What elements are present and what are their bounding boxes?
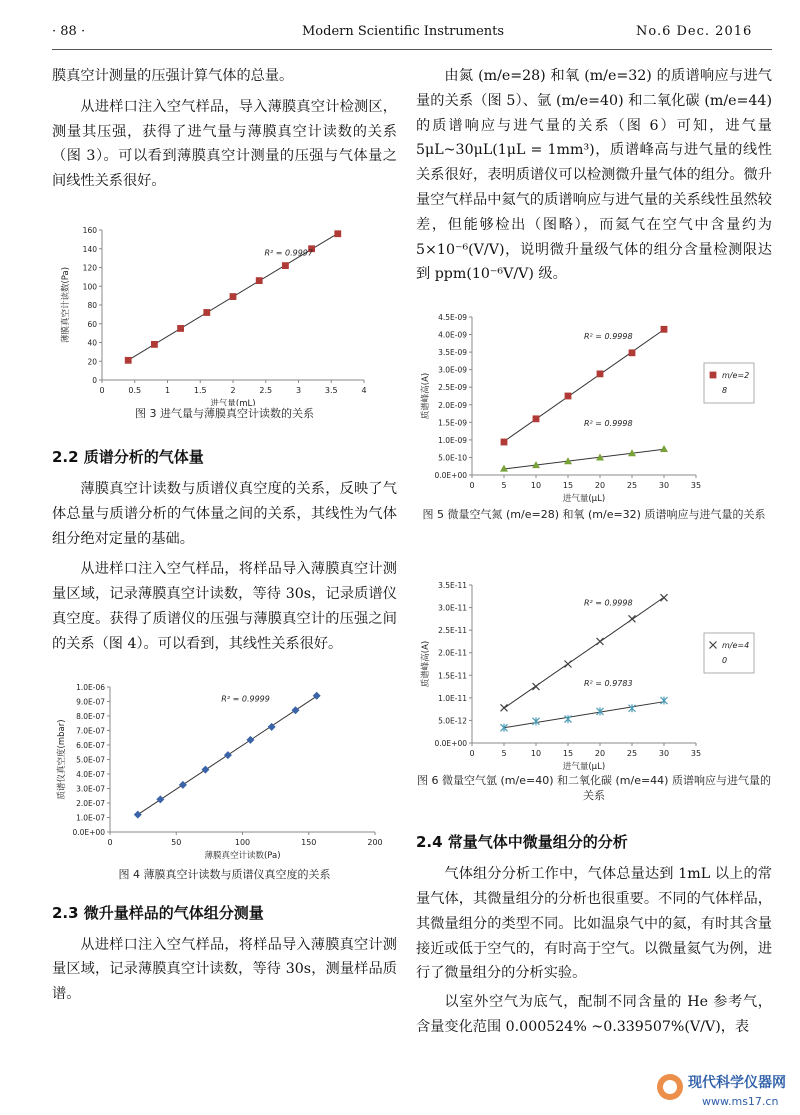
y-tick-label: 80 bbox=[87, 300, 97, 310]
r-squared-label: R² = 0.9783 bbox=[584, 679, 633, 689]
data-point bbox=[629, 704, 636, 712]
x-tick-label: 3.5 bbox=[324, 385, 338, 395]
y-axis-label: 质谱仪真空度(mbar) bbox=[57, 719, 67, 800]
x-tick-label: 150 bbox=[301, 837, 317, 847]
data-point bbox=[203, 309, 210, 316]
x-tick-label: 35 bbox=[690, 481, 702, 491]
y-tick-label: 120 bbox=[82, 263, 97, 273]
y-tick-label: 9.0E-07 bbox=[76, 697, 105, 707]
y-axis-label: 质谱峰高(A) bbox=[421, 372, 431, 420]
data-point bbox=[224, 751, 232, 759]
paragraph: 从进样口注入空气样品，将样品导入薄膜真空计测量区域，记录薄膜真空计读数，等待 30s，记录质谱仪真空度。获得了质谱仪的压强与薄膜真空计的压强之间的关系（图 4）。可以看到，其线性关系很好。 bbox=[52, 561, 397, 652]
data-point bbox=[533, 416, 540, 423]
x-tick-label: 15 bbox=[562, 481, 574, 491]
x-axis-label: 进气量(mL) bbox=[210, 398, 256, 406]
x-tick-label: 5 bbox=[501, 749, 507, 759]
y-tick-label: 3.0E-11 bbox=[438, 603, 467, 613]
trendline bbox=[504, 449, 664, 469]
data-point bbox=[565, 393, 572, 400]
y-axis-label: 质谱峰高(A) bbox=[421, 640, 431, 688]
r-squared-label: R² = 0.9998 bbox=[584, 598, 633, 608]
y-tick-label: 4.5E-09 bbox=[438, 313, 467, 323]
data-point bbox=[179, 780, 187, 788]
data-point bbox=[125, 357, 132, 364]
data-point bbox=[629, 616, 636, 623]
paragraph: 薄膜真空计读数与质谱仪真空度的关系，反映了气体总量与质谱分析的气体量之间的关系，其线性为气体组分绝对定量的基础。 bbox=[52, 480, 397, 547]
data-point bbox=[597, 638, 604, 645]
x-tick-label: 0 bbox=[469, 749, 475, 759]
page-number: · 88 · bbox=[52, 24, 86, 39]
data-point bbox=[629, 350, 636, 357]
x-tick-label: 0 bbox=[99, 385, 105, 395]
r-squared-label: R² = 0.9998 bbox=[584, 332, 633, 342]
x-tick-label: 200 bbox=[367, 837, 383, 847]
x-tick-label: 30 bbox=[658, 749, 670, 759]
series-1 bbox=[134, 691, 321, 818]
data-point bbox=[661, 594, 668, 601]
x-tick-label: 15 bbox=[562, 749, 574, 759]
y-tick-label: 5.0E-12 bbox=[438, 716, 467, 726]
paragraph: 气体组分分析工作中，气体总量达到 1mL 以上的常量气体，其微量组分的分析也很重要。不同的气体样品，其微量组分的类型不同。比如温泉气中的氦，有时其含量接近或低于空气的，有时高于空气。以微量氦气为例，进行了微量组分的分析实验。 bbox=[416, 866, 772, 982]
journal-name: Modern Scientific Instruments bbox=[302, 24, 505, 39]
paragraph: 从进样口注入空气样品，导入薄膜真空计检测区，测量其压强，获得了进气量与薄膜真空计读数的关系（图 3）。可以看到薄膜真空计测量的压强与气体量之间线性关系很好。 bbox=[52, 98, 397, 190]
y-tick-label: 0.0E+00 bbox=[72, 827, 105, 837]
x-tick-label: 0 bbox=[107, 837, 113, 847]
y-axis-label: 薄膜真空计读数(Pa) bbox=[61, 266, 71, 344]
trendline bbox=[504, 702, 664, 728]
y-tick-label: 0 bbox=[92, 375, 97, 385]
y-tick-label: 1.0E-09 bbox=[438, 436, 467, 446]
watermark-logo-icon bbox=[657, 1074, 683, 1100]
y-tick-label: 3.5E-09 bbox=[438, 348, 467, 358]
y-tick-label: 140 bbox=[82, 244, 97, 254]
data-point bbox=[256, 277, 263, 284]
legend-box bbox=[704, 363, 754, 403]
x-tick-label: 100 bbox=[234, 837, 251, 847]
data-point bbox=[597, 371, 604, 378]
data-point bbox=[230, 293, 237, 300]
site-watermark bbox=[652, 1067, 792, 1111]
figure-caption: 图 4 薄膜真空计读数与质谱仪真空度的关系 bbox=[118, 867, 331, 881]
figure-5 bbox=[416, 305, 772, 537]
issue-info: No.6 Dec. 2016 bbox=[636, 24, 753, 39]
data-point bbox=[246, 735, 254, 743]
x-tick-label: 1.5 bbox=[193, 385, 207, 395]
y-tick-label: 100 bbox=[82, 282, 97, 292]
y-tick-label: 0.0E+00 bbox=[434, 739, 467, 749]
x-axis-label: 薄膜真空计读数(Pa) bbox=[204, 850, 281, 861]
section-heading: 2.3 微升量样品的气体组分测量 bbox=[52, 903, 264, 922]
legend-entry: m/e=2 bbox=[722, 371, 750, 381]
right-column bbox=[416, 64, 772, 1040]
x-axis-label: 进气量(μL) bbox=[562, 494, 606, 505]
data-point bbox=[565, 715, 572, 723]
y-tick-label: 1.5E-09 bbox=[438, 418, 467, 428]
data-point bbox=[565, 661, 572, 668]
series-2 bbox=[501, 697, 668, 732]
data-point bbox=[151, 341, 158, 348]
figure-5-chart bbox=[416, 305, 772, 505]
figure-6-chart bbox=[416, 573, 772, 771]
data-point bbox=[156, 795, 164, 803]
x-tick-label: 35 bbox=[690, 749, 702, 759]
x-tick-label: 5 bbox=[501, 481, 507, 491]
y-tick-label: 5.0E-10 bbox=[438, 453, 467, 463]
data-point bbox=[292, 706, 300, 714]
paragraph: 以室外空气为底气，配制不同含量的 He 参考气，含量变化范围 0.000524% ~0.339507%(V/V)，表 bbox=[416, 994, 772, 1035]
legend-entry: m/e=4 bbox=[722, 641, 750, 651]
figure-caption: 图 3 进气量与薄膜真空计读数的关系 bbox=[135, 406, 314, 420]
figure-3-chart bbox=[52, 216, 397, 406]
data-point bbox=[501, 704, 508, 711]
figure-4 bbox=[52, 677, 397, 882]
figure-3 bbox=[52, 216, 397, 426]
data-point bbox=[533, 718, 540, 726]
y-tick-label: 6.0E-07 bbox=[76, 740, 105, 750]
y-tick-label: 3.5E-11 bbox=[438, 581, 467, 591]
x-tick-label: 20 bbox=[594, 481, 606, 491]
y-tick-label: 4.0E-09 bbox=[438, 330, 467, 340]
figure-4-chart bbox=[52, 677, 397, 865]
y-tick-label: 1.0E-11 bbox=[438, 694, 467, 704]
r-squared-label: R² = 0.9998 bbox=[584, 419, 633, 429]
x-tick-label: 0 bbox=[469, 481, 475, 491]
section-heading: 2.2 质谱分析的气体量 bbox=[52, 447, 204, 466]
figure-6 bbox=[416, 573, 772, 801]
data-point bbox=[334, 230, 341, 237]
data-point bbox=[710, 372, 717, 379]
data-point bbox=[177, 325, 184, 332]
watermark-text: 现代科学仪器网 bbox=[688, 1075, 786, 1091]
trendline bbox=[504, 597, 664, 708]
x-tick-label: 30 bbox=[658, 481, 670, 491]
y-tick-label: 2.5E-11 bbox=[438, 626, 467, 636]
x-tick-label: 0.5 bbox=[128, 385, 142, 395]
y-tick-label: 20 bbox=[87, 357, 97, 367]
x-tick-label: 3 bbox=[295, 385, 302, 395]
y-tick-label: 1.5E-11 bbox=[438, 671, 467, 681]
left-column bbox=[52, 64, 397, 1007]
running-header bbox=[0, 24, 800, 46]
y-tick-label: 0.0E+00 bbox=[434, 471, 467, 481]
x-tick-label: 25 bbox=[626, 481, 638, 491]
series-1 bbox=[501, 594, 668, 711]
y-tick-label: 5.0E-07 bbox=[76, 755, 105, 765]
paragraph: 由氮 (m/e=28) 和氧 (m/e=32) 的质谱响应与进气量的关系（图 5）、氩 (m/e=40) 和二氧化碳 (m/e=44) 的质谱响应与进气量的关系（图 6）可知，进气量 5μL~30μL(1μL = 1mm³)，质谱峰高与进气量的线性关系很好，表明质谱仪可以检测微升量气体的组分。微升量空气样品中氦气的质谱响应与进气量的关系线性虽然较差，但能够检出（图略），而氦气在空气中含量约为 5×10⁻⁶(V/V)，说明微升量级气体的组分含量检测限达到 ppm(10⁻⁶V/V) 级。 bbox=[416, 68, 772, 283]
y-tick-label: 2.0E-07 bbox=[76, 798, 105, 808]
data-point bbox=[201, 765, 209, 773]
data-point bbox=[282, 262, 289, 269]
legend-entry: 8 bbox=[722, 386, 728, 396]
section-heading: 2.4 常量气体中微量组分的分析 bbox=[416, 833, 628, 852]
x-tick-label: 2 bbox=[230, 385, 236, 395]
series-2 bbox=[500, 445, 668, 472]
y-tick-label: 60 bbox=[87, 319, 97, 329]
data-point bbox=[661, 326, 668, 333]
y-tick-label: 2.0E-11 bbox=[438, 648, 467, 658]
paragraph: 从进样口注入空气样品，将样品导入薄膜真空计测量区域，记录薄膜真空计读数，等待 30s，测量样品质谱。 bbox=[52, 936, 397, 1003]
watermark-url: www.ms17.cn bbox=[702, 1095, 779, 1108]
y-tick-label: 3.0E-07 bbox=[76, 784, 105, 794]
x-tick-label: 2.5 bbox=[259, 385, 273, 395]
y-tick-label: 2.5E-09 bbox=[438, 383, 467, 393]
data-point bbox=[533, 683, 540, 690]
y-tick-label: 7.0E-07 bbox=[76, 726, 105, 736]
paragraph: 膜真空计测量的压强计算气体的总量。 bbox=[52, 68, 294, 84]
data-point bbox=[661, 697, 668, 705]
data-point bbox=[660, 445, 668, 452]
x-tick-label: 25 bbox=[626, 749, 638, 759]
r-squared-label: R² = 0.9999 bbox=[221, 694, 270, 704]
header-rule bbox=[52, 49, 772, 50]
data-point bbox=[501, 439, 508, 446]
y-tick-label: 160 bbox=[82, 225, 97, 235]
y-tick-label: 40 bbox=[87, 338, 97, 348]
x-axis-label: 进气量(μL) bbox=[562, 762, 606, 772]
y-tick-label: 4.0E-07 bbox=[76, 769, 105, 779]
legend-box bbox=[704, 633, 754, 673]
data-point bbox=[134, 810, 142, 818]
x-tick-label: 20 bbox=[594, 749, 606, 759]
x-tick-label: 1 bbox=[164, 385, 171, 395]
r-squared-label: R² = 0.9997 bbox=[264, 248, 313, 258]
y-tick-label: 2.0E-09 bbox=[438, 400, 467, 410]
x-tick-label: 50 bbox=[171, 837, 182, 847]
y-tick-label: 8.0E-07 bbox=[76, 711, 105, 721]
y-tick-label: 1.0E-07 bbox=[76, 813, 105, 823]
legend-entry: 0 bbox=[722, 656, 728, 666]
figure-caption: 图 5 微量空气氮 (m/e=28) 和氧 (m/e=32) 质谱响应与进气量的关系 bbox=[422, 508, 766, 522]
x-tick-label: 10 bbox=[530, 481, 542, 491]
x-tick-label: 10 bbox=[530, 749, 542, 759]
x-tick-label: 4 bbox=[361, 385, 367, 395]
y-tick-label: 3.0E-09 bbox=[438, 365, 467, 375]
y-tick-label: 1.0E-06 bbox=[76, 682, 105, 692]
figure-caption: 图 6 微量空气氩 (m/e=40) 和二氧化碳 (m/e=44) 质谱响应与进气量的关系 bbox=[417, 774, 771, 803]
